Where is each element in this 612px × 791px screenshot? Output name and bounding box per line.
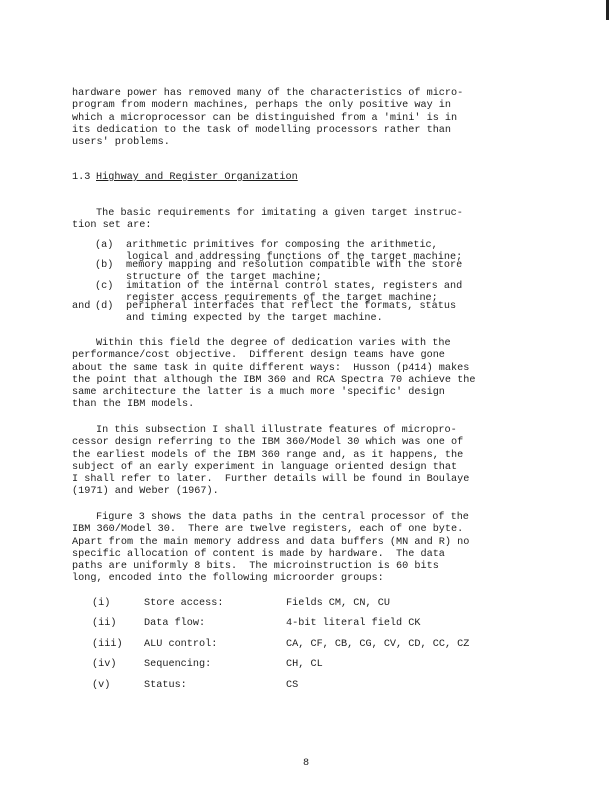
text-line: program from modern machines, perhaps the only positive way in [72,100,452,112]
text-line: which a microprocessor can be distinguished from a 'mini' is in [72,112,458,124]
text-line: than the IBM models. [72,399,195,411]
text-line: In this subsection I shall illustrate features of micropro- [96,425,457,436]
text-line: tion set are: [72,220,152,232]
paragraph-dedication [72,338,476,412]
text-line: IBM 360/Model 30. There are twelve registers, each of one byte. [72,524,464,536]
text-line: paths are uniformly 8 bits. The microinstruction is 60 bits [72,561,439,573]
text-line: users' problems. [72,137,170,149]
group-name: Sequencing: [144,659,212,670]
item-label: (d) [95,301,114,312]
text-line: arithmetic primitives for composing the arithmetic, [126,240,438,251]
text-line: performance/cost objective. Different design teams have gone [72,350,445,362]
section-title: Highway and Register Organization [96,172,298,183]
paragraph-intro [72,88,463,149]
group-fields: CS [286,680,299,691]
text-line: I shall refer to later. Further details will be found in Boulaye [72,474,470,486]
text-line: imitation of the internal control states, registers and [126,281,463,292]
group-fields: CH, CL [286,659,323,670]
text-line: its dedication to the task of modelling processors rather than [72,124,452,136]
group-name: Data flow: [144,618,206,629]
paragraph-figure3 [72,512,469,586]
table-row [92,659,512,673]
text-line: structure of the target machine; [126,272,322,284]
item-label: (b) [95,260,114,271]
paragraph-requirements [72,208,463,233]
text-line: Apart from the main memory address and data buffers (MN and R) no [72,536,470,548]
section-number: 1.3 [72,172,91,183]
group-name: Store access: [144,598,224,609]
text-line: logical and addressing functions of the target machine; [126,252,463,264]
item-prefix: and [72,301,91,312]
text-line: subject of an early experiment in language oriented design that [72,461,458,473]
text-line: Within this field the degree of dedication varies with the [96,338,451,349]
text-line: memory mapping and resolution compatible with the store [126,260,463,271]
scan-edge-mark [606,0,609,20]
text-line: specific allocation of content is made by hardware. The data [72,548,445,560]
table-row [92,680,512,694]
text-line: The basic requirements for imitating a given target instruc- [96,208,463,219]
text-line: and timing expected by the target machine. [126,313,383,325]
text-line: Figure 3 shows the data paths in the central processor of the [96,512,469,523]
text-line: cessor design referring to the IBM 360/Model 30 which was one of [72,437,464,449]
group-number: (ii) [92,618,117,629]
group-name: ALU control: [144,639,218,650]
page-number: 8 [303,758,310,769]
group-fields: Fields CM, CN, CU [286,598,390,609]
text-line: the earliest models of the IBM 360 range and, as it happens, the [72,449,464,461]
item-label: (c) [95,281,114,292]
text-line: register access requirements of the target machine; [126,293,438,305]
table-row [92,618,512,632]
text-line: about the same task in quite different ways: Husson (p414) makes [72,362,470,374]
table-row [92,598,512,612]
text-line: same architecture the latter is a much more 'specific' design [72,387,445,399]
group-number: (iv) [92,659,117,670]
paragraph-subsection [72,425,469,499]
text-line: the point that although the IBM 360 and RCA Spectra 70 achieve the [72,374,476,386]
group-number: (v) [92,680,111,691]
text-line: long, encoded into the following microorder groups: [72,573,384,585]
requirement-item [72,301,552,327]
table-row [92,639,512,653]
text-line: (1971) and Weber (1967). [72,486,219,498]
text-line: hardware power has removed many of the characteristics of micro- [72,88,464,99]
item-label: (a) [95,240,114,251]
group-fields: 4-bit literal field CK [286,618,421,629]
group-number: (iii) [92,639,123,650]
section-heading [72,172,298,184]
group-fields: CA, CF, CB, CG, CV, CD, CC, CZ [286,639,470,650]
text-line: peripheral interfaces that reflect the formats, status [126,301,457,312]
group-number: (i) [92,598,111,609]
group-name: Status: [144,680,187,691]
